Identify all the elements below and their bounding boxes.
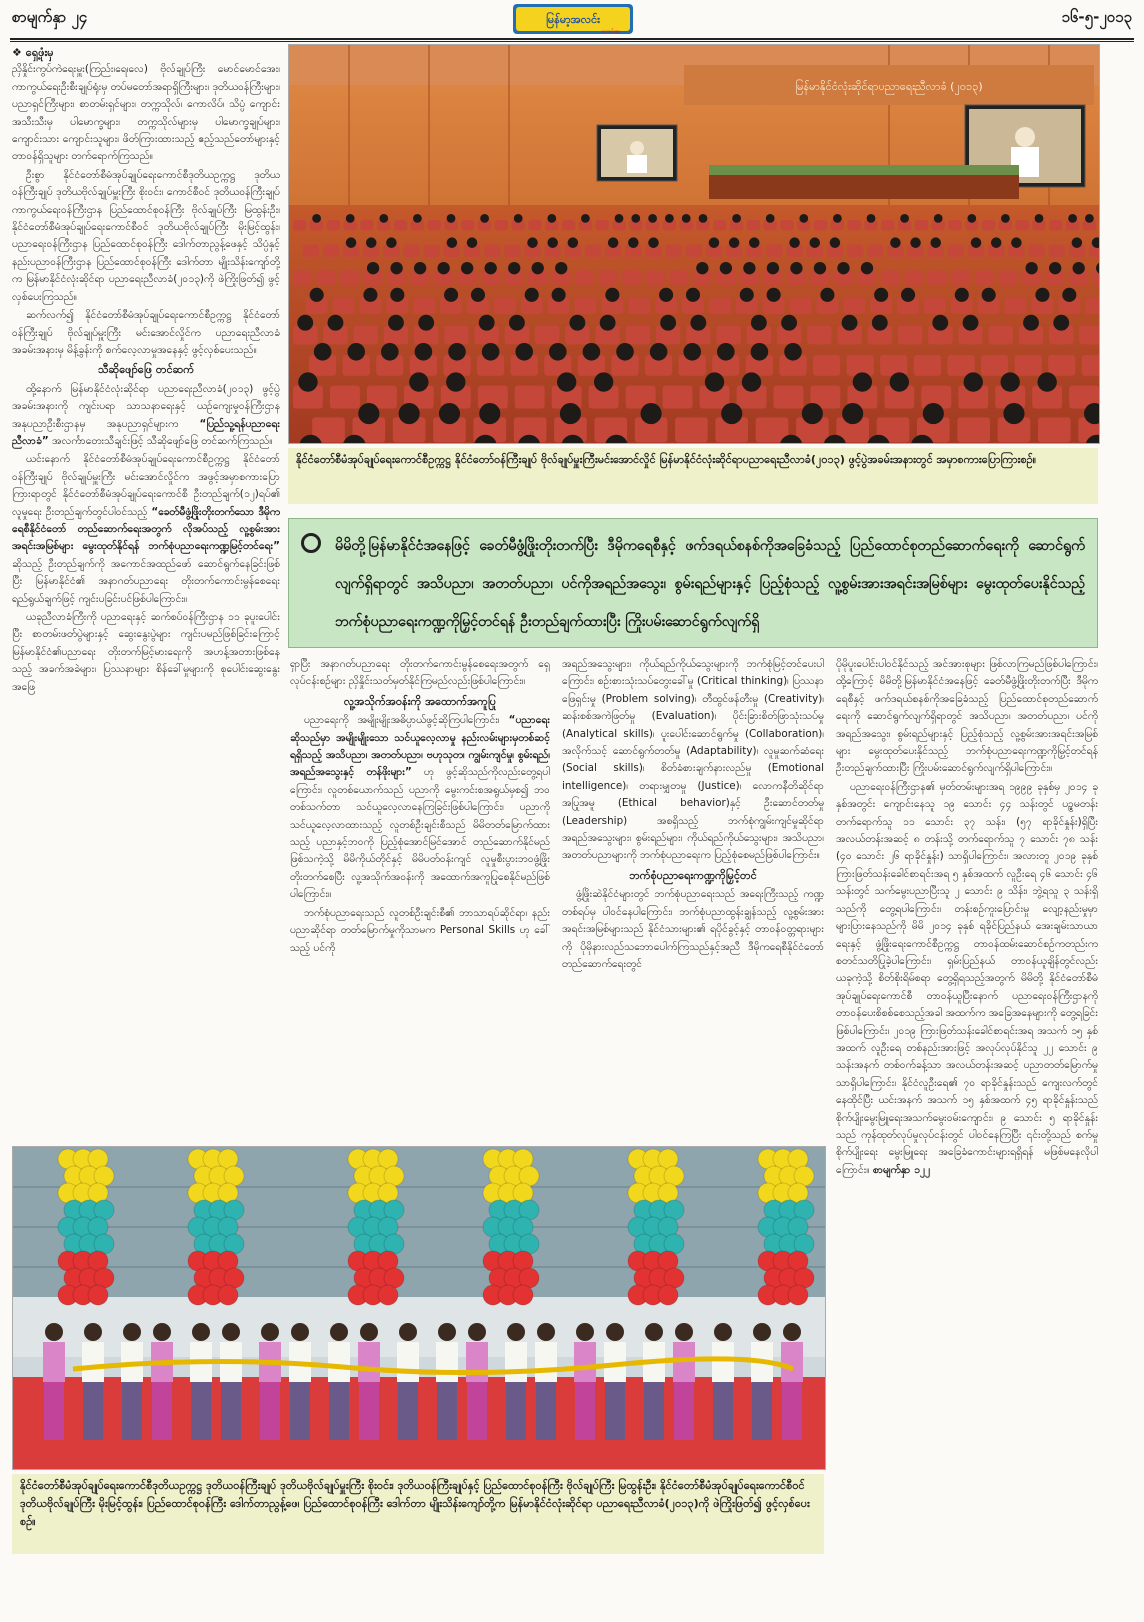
- paragraph: ထို့နောက် မြန်မာနိုင်ငံလုံးဆိုင်ရာ ပညာရေးညီလာခံ(၂၀၁၃) ဖွင့်ပွဲအခမ်းအနားကို ကျင်းပရာ သာသနာရေးနှင့် ယဉ်ကျေးမှုဝန်ကြီးဌာန အနုပညာဦးစီးဌာနမှ အနုပညာရှင်များက “ပြည်သူ့ရန်ပညာရေး ညီလာခံ” အလင်္ကာတေးသီချင်းဖြင့် သီဆိုဖျော်ဖြေ တင်ဆက်ကြသည်။: [12, 382, 280, 447]
- continued-jump: စာမျက်နှာ ၁၂၂: [872, 1163, 931, 1176]
- logo-icon: [512, 2, 634, 36]
- paragraph: ညှိနှိုင်းကွပ်ကဲရေးမှူး(ကြည်း၊ရေ၊လေ) ဗိုလ်ချုပ်ကြီး မောင်မောင်အေး၊ ကာကွယ်ရေးဦးစီးချုပ်ရုံးမှ တပ်မတော်အရာရှိကြီးများ၊ ဒုတိယဝန်ကြီးများ၊ ပညာရှင်ကြီးများ၊ စာတမ်းရှင်များ၊ တက္ကသိုလ်၊ ကောလိပ်၊ သိပ္ပံ ကျောင်းအသီးသီးမှ ပါမောက္ခများ၊ တက္ကသိုလ်များမှ ပါမောက္ခချုပ်များ၊ ကျောင်းသား ကျောင်းသူများ၊ ဖိတ်ကြားထားသည့် ဧည့်သည်တော်များနှင့် တာဝန်ရှိသူများ တက်ရောက်ကြသည်။: [12, 63, 280, 163]
- paragraph: ယင်းနောက် နိုင်ငံတော်စီမံအုပ်ချုပ်ရေးကောင်စီဥက္ကဋ္ဌ နိုင်ငံတော်ဝန်ကြီးချုပ် ဗိုလ်ချုပ်မှူးကြီး မင်းအောင်လှိုင်က အဖွင့်အမှာစကားပြောကြားရာတွင် နိုင်ငံတော်စီမံအုပ်ချုပ်ရေးကောင်စီ ဦးတည်ချက်(၁၂)ရပ်၏ လူမှုရေး ဦးတည်ချက်တွင်ပါဝင်သည့် “ခေတ်မီဖွံ့ဖြိုးတိုးတက်သော ဒီမိုကရေစီနိုင်ငံတော် တည်ဆောက်ရေးအတွက် လိုအပ်သည့် လူ့စွမ်းအား အရင်းအမြစ်များ မွေးထုတ်နိုင်ရန် ဘက်စုံပညာရေးကဏ္ဍမြင့်တင်ရေး” ဆိုသည့် ဦးတည်ချက်ကို အကောင်အထည်ဖော် ဆောင်ရွက်နေခြင်းဖြစ်ပြီး မြန်မာနိုင်ငံ၏ အနာဂတ်ပညာရေး တိုးတက်ကောင်းမွန်စေရေး ရည်ရွယ်ချက်ဖြင့် ကျင်းပခြင်းပင်ဖြစ်ပါကြောင်း။: [12, 453, 280, 605]
- continued-from-front: ❖ ရှေ့ဖုံးမှ: [12, 46, 54, 59]
- subheading: လူ့အသိုက်အဝန်းကို အထောက်အကူပြု: [343, 694, 497, 708]
- ceremony-image: [13, 1147, 825, 1469]
- bottom-photo-caption: နိုင်ငံတော်စီမံအုပ်ချုပ်ရေးကောင်စီဒုတိယဥက္ကဋ္ဌ ဒုတိယဝန်ကြီးချုပ် ဒုတိယဗိုလ်ချုပ်မှူးကြီး စိုးဝင်း၊ ဒုတိယဝန်ကြီးချုပ်နှင့် ပြည်ထောင်စုဝန်ကြီး ဗိုလ်ချုပ်ကြီး မြထွန်းဦး၊ နိုင်ငံတော်စီမံအုပ်ချုပ်ရေးကောင်စီဝင် ဒုတိယဗိုလ်ချုပ်ကြီး မိုးမြင့်ထွန်း၊ ပြည်ထောင်စုဝန်ကြီး ဒေါက်တာညွန့်ဖေ၊ ပြည်ထောင်စုဝန်ကြီး ဒေါက်တာ မျိုးသိန်းကျော်တို့က မြန်မာနိုင်ငံလုံးဆိုင်ရာ ပညာရေးညီလာခံ(၂၀၁၃)ကို ဖဲကြိုးဖြတ်၍ ဖွင့်လှစ်ပေးစဉ်။: [12, 1474, 824, 1554]
- header-rule-thin: [10, 41, 1134, 42]
- issue-date: ၁၆-၅-၂၀၁၃: [1061, 8, 1132, 26]
- ribbon-cutting-photo: [12, 1146, 826, 1470]
- column-4: [836, 656, 1098, 1612]
- paragraph: ဖွံ့ဖြိုးဆဲနိုင်ငံများတွင် ဘက်စုံပညာရေးသည် အရေးကြီးသည့် ကဏ္ဍတစ်ရပ်မှ ပါဝင်နေပါကြောင်း၊ ဘက်စုံပညာထွန်းချွန်သည့် လူ့စွမ်းအား အရင်းအမြစ်များသည် နိုင်ငံသားများ၏ ရပိုင်ခွင့်နှင့် တာဝန်ဝတ္တရားများကို ပိုမိုနားလည်သဘောပေါက်ကြသည်နှင့်အညီ ဒီမိုကရေစီနိုင်ငံတော်တည်ဆောက်ရေးတွင်: [562, 888, 824, 970]
- svg-text:မြန်မာ့အလင်း: မြန်မာ့အလင်း: [546, 13, 600, 26]
- top-photo-caption: နိုင်ငံတော်စီမံအုပ်ချုပ်ရေးကောင်စီဥက္ကဋ္ဌ နိုင်ငံတော်ဝန်ကြီးချုပ် ဗိုလ်ချုပ်မှူးကြီးမင်းအောင်လှိုင် မြန်မာနိုင်ငံလုံးဆိုင်ရာပညာရေးညီလာခံ(၂၀၁၃) ဖွင့်ပွဲအခမ်းအနားတွင် အမှာစကားပြောကြားစဉ်။: [288, 448, 1098, 504]
- bullet-ring-icon: [301, 533, 321, 553]
- paragraph: ပညာရေးဝန်ကြီးဌာန၏ မှတ်တမ်းများအရ ၁၉၉၉ ခုနှစ်မှ ၂၀၁၄ ခုနှစ်အတွင်း ကျောင်းနေသူ ၁၉ သောင်း ၄၄ သန်းတွင် ပဉ္စမတန်းတက်ရောက်သူ ၁၁ သောင်း ၃၇ သန်း၊ (၅၇ ရာခိုင်နှုန်း)ရှိပြီး အလယ်တန်းအဆင့် ၈ တန်းသို့ တက်ရောက်သူ ၇ သောင်း ၇၈ သန်း (၄၀ သောင်း ၂၆ ရာခိုင်နှုန်း) သာရှိပါကြောင်း၊ အလားတူ ၂၀၁၉ ခုနှစ် ကြားဖြတ်သန်းခေါင်စာရင်းအရ ၅ နှစ်အထက် လူဦးရေ ၄၆ သောင်း ၄၆ သန်းတွင် သက်မွေးပညာပြီးသူ ၂ သောင်း ၉ သိန်း၊ ဘွဲ့ရသူ ၃ သန်းရှိသည်ကို တွေ့ရပါကြောင်း၊ တန်းစဉ်ကူးပြောင်းမှု လျော့နည်းမှုမှာ များပြားနေသည်ကို မိမိ ၂၀၁၄ ခုနှစ် ရခိုင်ပြည်နယ် အေးချမ်းသာယာရေးနှင့် ဖွံ့ဖြိုးရေးကောင်စီဥက္ကဋ္ဌ တာဝန်ထမ်းဆောင်စဉ်ကတည်းက စတင်သတိပြုခဲ့ပါကြောင်း၊ ရှမ်းပြည်နယ် တာဝန်ယူချိန်တွင်လည်း ယခုကဲ့သို့ စိတ်စိုးရိမ်စရာ တွေ့ရှိရသည့်အတွက် မိမိတို့ နိုင်ငံတော်စီမံအုပ်ချုပ်ရေးကောင်စီ တာဝန်ယူပြီးနောက် ပညာရေးဝန်ကြီးဌာနကို တာဝန်ပေးစိစစ်စေသည့်အခါ အထက်က အခြေအနေများကို တွေ့ရခြင်းဖြစ်ပါကြောင်း၊ ၂၀၁၉ ကြားဖြတ်သန်းခေါင်စာရင်းအရ အသက် ၁၅ နှစ်အထက် လူဦးရေ တစ်နည်းအားဖြင့် အလုပ်လုပ်နိုင်သူ ၂၂ သောင်း ၉ သန်းအနက် တစ်ဝက်ခန့်သာ အလယ်တန်းအဆင့် ပညာတတ်မြောက်မှုသာရှိပါကြောင်း၊ နိုင်ငံလူဦးရေ၏ ၇၀ ရာခိုင်နှုန်းသည် ကျေးလက်တွင်နေထိုင်ပြီး ယင်းအနက် အသက် ၁၅ နှစ်အထက် ၄၅ ရာခိုင်နှုန်းသည် စိုက်ပျိုးမွေးမြူရေးအသက်မွေးဝမ်းကျောင်း၊ ၉ သောင်း ၅ ရာခိုင်နှုန်းသည် ကုန်ထုတ်လုပ်မှုလုပ်ငန်းတွင် ပါဝင်နေကြပြီး ၎င်းတို့သည် စက်မှုစိုက်ပျိုးရေး မွေးမြူရေး အခြေခံကောင်းများရရှိရန် မဖြစ်မနေလိုပါကြောင်း။ စာမျက်နှာ ၁၂၂: [836, 780, 1098, 1176]
- svg-text:သတင်းစာ: သတင်းစာ: [601, 29, 620, 35]
- conference-hall-photo: [288, 44, 1100, 444]
- paragraph: ဆက်လက်၍ နိုင်ငံတော်စီမံအုပ်ချုပ်ရေးကောင်စီဥက္ကဋ္ဌ နိုင်ငံတော်ဝန်ကြီးချုပ် ဗိုလ်ချုပ်မှူးကြီး မင်းအောင်လှိုင်က ပညာရေးညီလာခံ အခမ်းအနားမှ မိန့်ခွန်းကို စက်လေ့လာမှုအနေနှင့် ဖွင့်လှစ်ပေးသည်။: [12, 309, 280, 356]
- column-3: [562, 656, 824, 1128]
- paragraph: ဦးစွာ နိုင်ငံတော်စီမံအုပ်ချုပ်ရေးကောင်စီဒုတိယဥက္ကဋ္ဌ ဒုတိယဝန်ကြီးချုပ် ဒုတိယဗိုလ်ချုပ်မှူးကြီး စိုးဝင်း၊ ကောင်စီဝင် ဒုတိယဝန်ကြီးချုပ် ကာကွယ်ရေးဝန်ကြီးဌာန ပြည်ထောင်စုဝန်ကြီး ဗိုလ်ချုပ်ကြီး မြထွန်းဦး၊ နိုင်ငံတော်စီမံအုပ်ချုပ်ရေးကောင်စီဝင် ဒုတိယဗိုလ်ချုပ်ကြီး မိုးမြင့်ထွန်း၊ ပညာရေးဝန်ကြီးဌာန ပြည်ထောင်စုဝန်ကြီး ဒေါက်တာညွန့်ဖေနှင့် သိပ္ပံနှင့်နည်းပညာဝန်ကြီးဌာန ပြည်ထောင်စုဝန်ကြီး ဒေါက်တာ မျိုးသိန်းကျော်တို့က မြန်မာနိုင်ငံလုံးဆိုင်ရာ ပညာရေးညီလာခံ(၂၀၁၃)ကို ဖဲကြိုးဖြတ်၍ ဖွင့်လှစ်ပေးကြသည်။: [12, 168, 280, 303]
- subheading: သီဆိုဖျော်ဖြေ တင်ဆက်: [97, 363, 195, 377]
- paragraph: ပိုမိုပူးပေါင်းပါဝင်နိုင်သည့် အင်အားစုများ ဖြစ်လာကြမည်ဖြစ်ပါကြောင်း၊ ထို့ကြောင့် မိမိတို့မြန်မာနိုင်ငံအနေဖြင့် ခေတ်မီဖွံ့ဖြိုးတိုးတက်ပြီး ဒီမိုကရေစီနှင့် ဖက်ဒရယ်စနစ်ကိုအခြေခံသည့် ပြည်ထောင်စုတည်ဆောက်ရေးကို ဆောင်ရွက်လျက်ရှိရာတွင် အသိပညာ၊ အတတ်ပညာ၊ ပင်ကိုအရည်အသွေး၊ စွမ်းရည်များနှင့် ပြည့်စုံသည့် လူ့စွမ်းအားအရင်းအမြစ်များ မွေးထုတ်ပေးနိုင်သည့် ဘက်စုံပညာရေးကဏ္ဍကိုမြှင့်တင်ရန် ဦးတည်ချက်ထားပြီး ကြိုးပမ်းဆောင်ရွက်လျက်ရှိပါကြောင်း။: [836, 658, 1098, 775]
- page-number: စာမျက်နှာ ၂၄: [12, 8, 88, 26]
- paragraph: အရည်အသွေးများ၊ ကိုယ်ရည်ကိုယ်သွေးများကို ဘက်စုံမြင့်တင်ပေးပါကြောင်း၊ စဉ်းစားသုံးသပ်တွေးခေါ်မှု (Critical thinking)၊ ပြဿနာဖြေရှင်းမှု (Problem solving)၊ တီထွင်ဖန်တီးမှု (Creativity)၊ ဆန်းစစ်အကဲဖြတ်မှု (Evaluation)၊ ပိုင်းခြားစိတ်ဖြာသုံးသပ်မှု (Analytical skills)၊ ပူးပေါင်းဆောင်ရွက်မှု (Collaboration)၊ အလိုက်သင့် ဆောင်ရွက်တတ်မှု (Adaptability)၊ လူမှုဆက်ဆံရေး (Social skills)၊ စိတ်ခံစားချက်နားလည်မှု (Emotional intelligence)၊ တရားမျှတမှု (Justice)၊ လောကနီတိဆိုင်ရာ အပြုအမူ (Ethical behavior)နှင့် ဦးဆောင်တတ်မှု (Leadership) အစရှိသည့် ဘက်စုံကျွမ်းကျင်မှုဆိုင်ရာ အရည်အသွေးများ၊ စွမ်းရည်များ၊ ကိုယ်ရည်ကိုယ်သွေးများ၊ အသိပညာ၊ အတတ်ပညာများကို ဘက်စုံပညာရေးက ပြည့်စုံစေမည်ဖြစ်ပါကြောင်း။: [562, 658, 824, 862]
- paragraph: ရှာပြီး အနာဂတ်ပညာရေး တိုးတက်ကောင်းမွန်စေရေးအတွက် ရှေ့လုပ်ငန်းစဉ်များ ညှိနှိုင်းသတ်မှတ်နိုင်ကြမည်လည်းဖြစ်ပါကြောင်း။: [290, 658, 550, 688]
- masthead-logo: [512, 2, 634, 36]
- paragraph: ပညာရေးကို အမျိုးမျိုးအဓိပ္ပာယ်ဖွင့်ဆိုကြပါကြောင်း၊ “ပညာရေးဆိုသည်မှာ အမျိုးမျိုးသော သင်ယူလေ့လာမှု နည်းလမ်းများမှတစ်ဆင့်ရရှိသည့် အသိပညာ၊ အတတ်ပညာ၊ ဗဟုသုတ၊ ကျွမ်းကျင်မှု၊ စွမ်းရည်၊ အရည်အသွေးနှင့် တန်ဖိုးများ” ဟု ဖွင့်ဆိုသည်ကိုလည်းတွေ့ရပါကြောင်း၊ လူတစ်ယောက်သည် ပညာကို မွေးကင်းစအရွယ်မှစ၍ ဘဝတစ်သက်တာ သင်ယူလေ့လာနေကြခြင်းဖြစ်ပါကြောင်း၊ ပညာကို သင်ယူလေ့လာထားသည့် လူတစ်ဦးချင်းစီသည် မိမိတတ်မြောက်ထားသည့် ပညာနှင့်ဘဝကို ပြည့်စုံအောင်မြင်အောင် တည်ဆောက်နိုင်မည်ဖြစ်သကဲ့သို့ မိမိကိုယ်တိုင်နှင့် မိမိပတ်ဝန်းကျင် လူမှုစီးပွားဘဝဖွံ့ဖြိုးတိုးတက်စေပြီး လူ့အသိုက်အဝန်းကို အထောက်အကူပြုစေနိုင်မည်ဖြစ်ပါကြောင်း။: [290, 714, 550, 901]
- paragraph: ယခုညီလာခံကြီးကို ပညာရေးနှင့် ဆက်စပ်ဝန်ကြီးဌာန ၁၁ ခုပူးပေါင်းပြီး စာတမ်းဖတ်ပွဲများနှင့် ဆွေးနွေးပွဲများ ကျင်းပမည်ဖြစ်ခြင်းကြောင့် မြန်မာနိုင်ငံ၏ပညာရေး တိုးတက်မြင့်မားရေးကို အဟန့်အတားဖြစ်နေသည့် အခက်အခဲများ၊ ပြဿနာများ စိန်ခေါ်မှုများကို စုပေါင်းဆွေးနွေးအဖြေ: [12, 611, 280, 693]
- column-2: [290, 656, 550, 1128]
- pull-quote: မိမိတို့မြန်မာနိုင်ငံအနေဖြင့် ခေတ်မီဖွံ့ဖြိုးတိုးတက်ပြီး ဒီမိုကရေစီနှင့် ဖက်ဒရယ်စနစ်ကိုအခြေခံသည့် ပြည်ထောင်စုတည်ဆောက်ရေးကို ဆောင်ရွက်လျက်ရှိရာတွင် အသိပညာ၊ အတတ်ပညာ၊ ပင်ကိုအရည်အသွေး၊ စွမ်းရည်များနှင့် ပြည့်စုံသည့် လူ့စွမ်းအားအရင်းအမြစ်များ မွေးထုတ်ပေးနိုင်သည့် ဘက်စုံပညာရေးကဏ္ဍကိုမြှင့်တင်ရန် ဦးတည်ချက်ထားပြီး ကြိုးပမ်းဆောင်ရွက်လျက်ရှိ: [288, 518, 1098, 648]
- audience-image: [289, 45, 1099, 443]
- quote: “ခေတ်မီဖွံ့ဖြိုးတိုးတက်သော ဒီမိုကရေစီနိုင်ငံတော် တည်ဆောက်ရေးအတွက် လိုအပ်သည့် လူ့စွမ်းအား အရင်းအမြစ်များ မွေးထုတ်နိုင်ရန် ဘက်စုံပညာရေးကဏ္ဍမြင့်တင်ရေး”: [12, 505, 280, 553]
- header-rule: [10, 38, 1134, 40]
- quote: “ပြည်သူ့ရန်ပညာရေး ညီလာခံ”: [12, 417, 280, 447]
- quote: “ပညာရေးဆိုသည်မှာ အမျိုးမျိုးသော သင်ယူလေ့လာမှု နည်းလမ်းများမှတစ်ဆင့်ရရှိသည့် အသိပညာ၊ အတတ်ပညာ၊ ဗဟုသုတ၊ ကျွမ်းကျင်မှု၊ စွမ်းရည်၊ အရည်အသွေးနှင့် တန်ဖိုးများ”: [290, 714, 550, 779]
- subheading: ဘက်စုံပညာရေးကဏ္ဍကိုမြှင့်တင်: [629, 868, 757, 882]
- svg-text:မြန်မာနိုင်ငံလုံးဆိုင်ရာပညာရေး: မြန်မာနိုင်ငံလုံးဆိုင်ရာပညာရေးညီလာခံ (၂၀၁၃): [795, 80, 983, 93]
- paragraph: ဘက်စုံပညာရေးသည် လူတစ်ဦးချင်းစီ၏ ဘာသာရပ်ဆိုင်ရာ၊ နည်းပညာဆိုင်ရာ တတ်မြောက်မှုကိုသာမက Personal Skills ဟု ခေါ်သည့် ပင်ကို: [290, 906, 550, 954]
- column-1: [12, 44, 280, 1126]
